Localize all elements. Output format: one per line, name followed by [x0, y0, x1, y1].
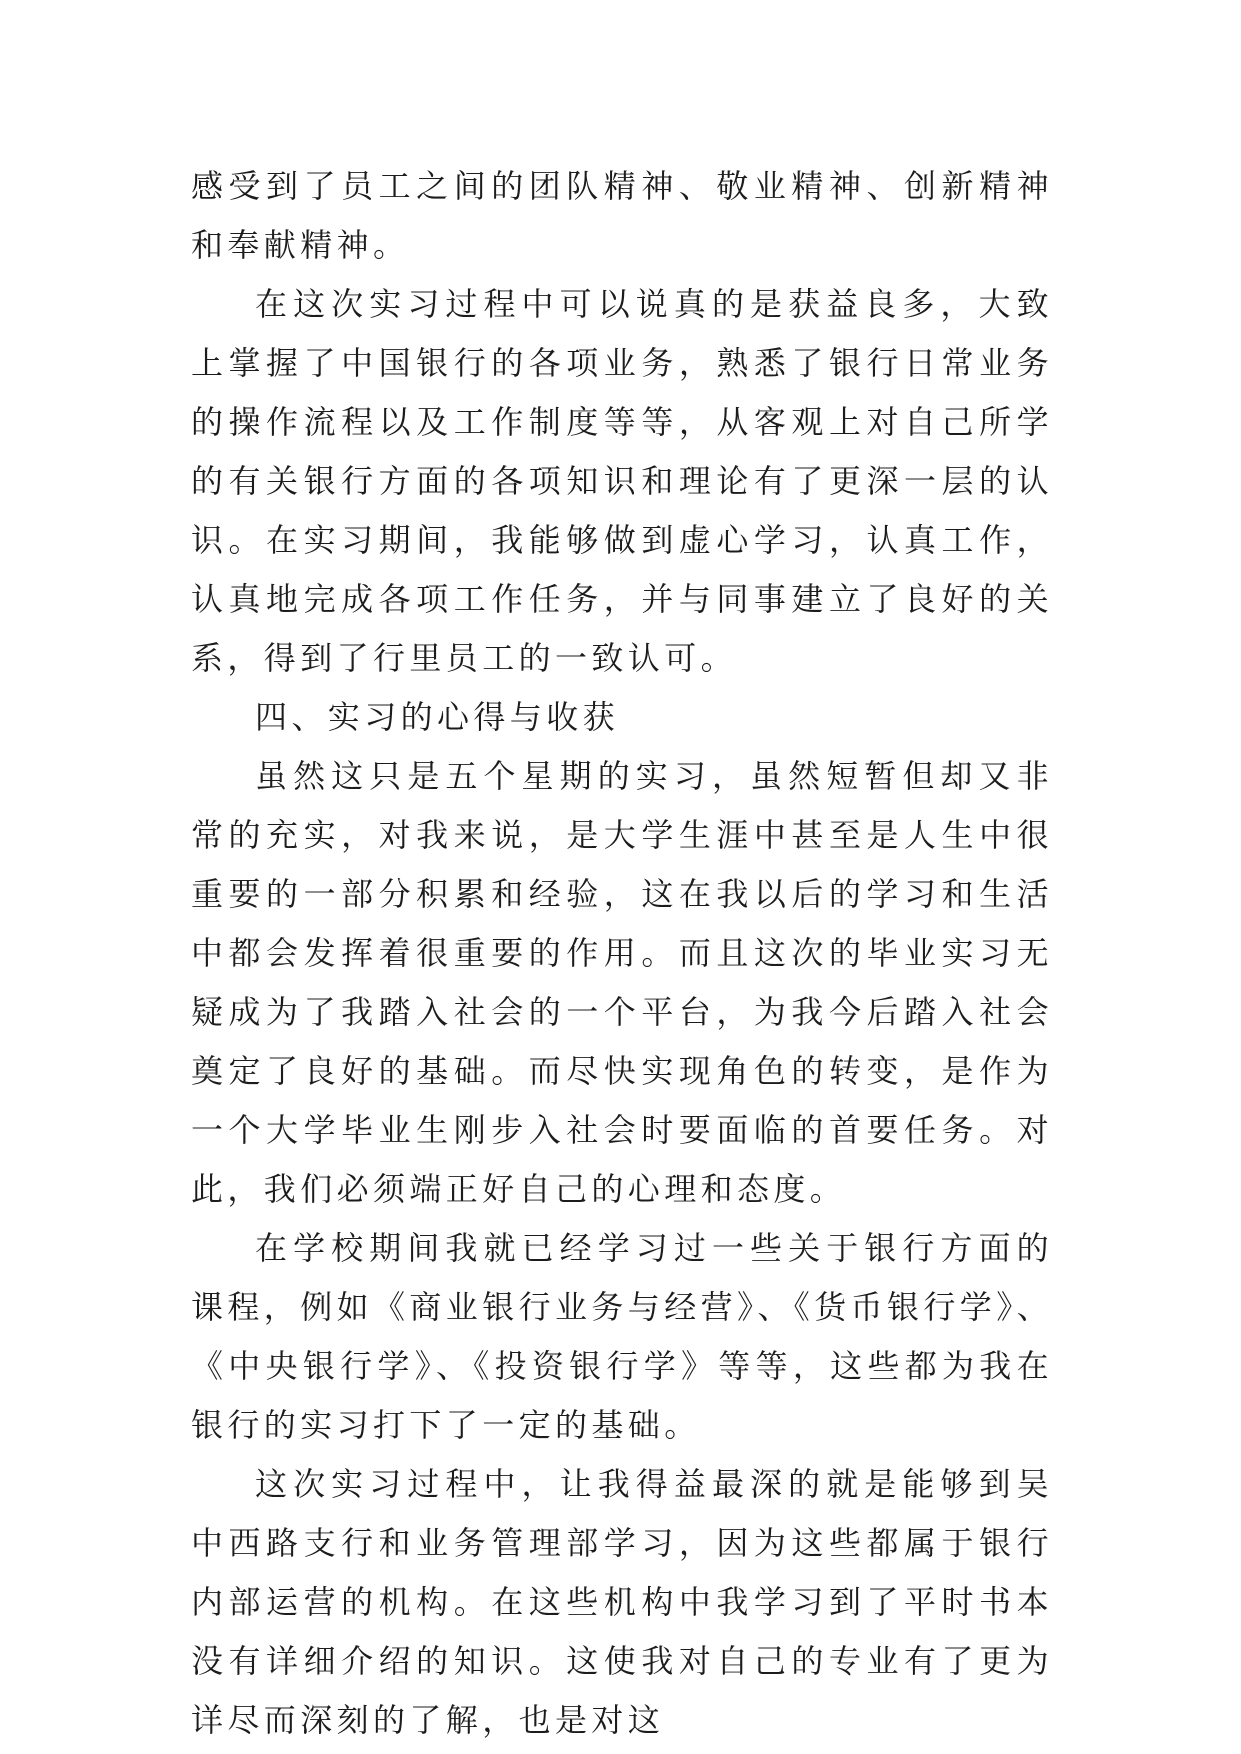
document-body — [191, 157, 1053, 1750]
paragraph-internship-gains: 在这次实习过程中可以说真的是获益良多，大致上掌握了中国银行的各项业务，熟悉了银行日常业务的操作流程以及工作制度等等，从客观上对自己所学的有关银行方面的各项知识和理论有了更深一层的认识。在实习期间，我能够做到虚心学习，认真工作，认真地完成各项工作任务，并与同事建立了良好的关系，得到了行里员工的一致认可。 — [191, 285, 1053, 677]
paragraph-continuation: 感受到了员工之间的团队精神、敬业精神、创新精神和奉献精神。 — [191, 167, 1053, 264]
paragraph-five-weeks: 虽然这只是五个星期的实习，虽然短暂但却又非常的充实，对我来说，是大学生涯中甚至是人生中很重要的一部分积累和经验，这在我以后的学习和生活中都会发挥着很重要的作用。而且这次的毕业实习无疑成为了我踏入社会的一个平台，为我今后踏入社会奠定了良好的基础。而尽快实现角色的转变，是作为一个大学毕业生刚步入社会时要面临的首要任务。对此，我们必须端正好自己的心理和态度。 — [191, 757, 1053, 1208]
paragraph-branch-learning: 这次实习过程中，让我得益最深的就是能够到吴中西路支行和业务管理部学习，因为这些都属于银行内部运营的机构。在这些机构中我学习到了平时书本没有详细介绍的知识。这使我对自己的专业有了更为详尽而深刻的了解，也是对这 — [191, 1465, 1053, 1739]
section-heading-experience: 四、实习的心得与收获 — [255, 698, 620, 736]
paragraph-courses: 在学校期间我就已经学习过一些关于银行方面的课程，例如《商业银行业务与经营》、《货币银行学》、《中央银行学》、《投资银行学》等等，这些都为我在银行的实习打下了一定的基础。 — [191, 1229, 1054, 1444]
